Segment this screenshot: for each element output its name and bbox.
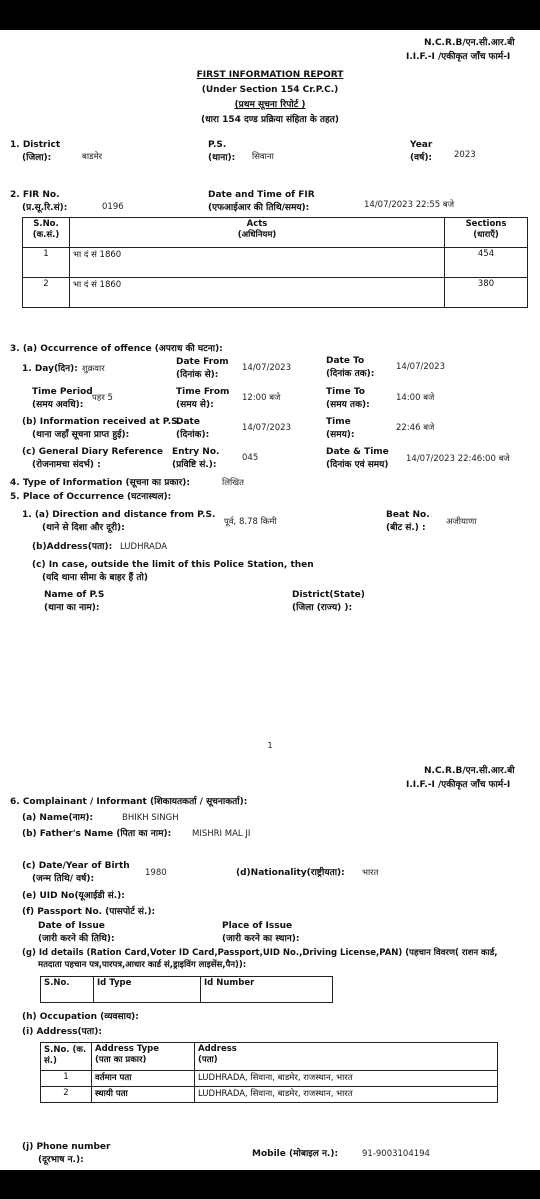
uid-label: (e) UID No(यूआईडी सं.):	[22, 891, 125, 901]
time-to-value: 14:00 बजे	[396, 393, 435, 403]
info-received-label: (b) Information received at P.S.	[22, 417, 182, 427]
gd-datetime-value: 14/07/2023 22:46:00 बजे	[406, 454, 510, 464]
date-to-label-hi: (दिनांक तक):	[326, 369, 375, 379]
acts-col-sno: S.No. (क.सं.)	[23, 218, 70, 248]
district-value: बाडमेर	[82, 152, 103, 162]
addr-cell-type: स्थायी पता	[92, 1087, 195, 1103]
occurrence-title: 3. (a) Occurrence of offence (अपराध की घटना):	[10, 344, 223, 354]
father-name-value: MISHRI MAL JI	[192, 829, 251, 839]
fir-page-2	[0, 760, 540, 1170]
info-type-label: 4. Type of Information (सूचना का प्रकार):	[10, 478, 191, 488]
report-title: FIRST INFORMATION REPORT	[196, 70, 344, 80]
addr-col-address: Address (पता)	[195, 1043, 498, 1071]
direction-label: 1. (a) Direction and distance from P.S.	[22, 510, 216, 520]
addr-cell-sno: 2	[41, 1087, 92, 1103]
info-time-value: 22:46 बजे	[396, 423, 435, 433]
place-address-label: (b)Address(पता):	[32, 542, 113, 552]
info-date-label: Date	[176, 417, 200, 427]
direction-value: पूर्व, 8.78 किमी	[224, 517, 277, 527]
table-row	[23, 278, 528, 308]
place-address-value: LUDHRADA	[120, 542, 168, 552]
addr-cell-address: LUDHRADA, सिवाना, बाडमेर, राजस्थान, भारत	[195, 1087, 498, 1103]
info-received-label-hi: (थाना जहाँ सूचना प्राप्त हुई):	[32, 430, 130, 440]
date-from-value: 14/07/2023	[242, 363, 291, 373]
acts-cell-act: भा दं सं 1860	[70, 278, 445, 308]
fir-no-value: 0196	[102, 202, 124, 212]
date-to-value: 14/07/2023	[396, 362, 445, 372]
address-table	[40, 1042, 498, 1103]
beat-value: अजीयाणा	[446, 517, 477, 527]
time-to-label-hi: (समय तक):	[326, 400, 370, 410]
ncrb-label: N.C.R.B/एन.सी.आर.बी	[424, 38, 515, 48]
district-label: 1. District	[10, 140, 61, 150]
day-value: शुक्रवार	[82, 364, 105, 374]
report-title-hi: (प्रथम सूचना रिपोर्ट )	[234, 100, 306, 110]
time-period-label: Time Period	[32, 387, 93, 397]
info-date-label-hi: (दिनांक):	[176, 430, 210, 440]
issue-place-label-hi: (जारी करने का स्थान):	[222, 934, 300, 944]
gd-label: (c) General Diary Reference	[22, 447, 163, 457]
addr-cell-address: LUDHRADA, सिवाना, बाडमेर, राजस्थान, भारत	[195, 1071, 498, 1087]
district-state-label: District(State)	[292, 590, 365, 600]
table-row	[41, 1087, 498, 1103]
acts-table	[22, 217, 528, 308]
gd-datetime-label: Date & Time	[326, 447, 389, 457]
year-label: Year	[410, 140, 433, 150]
issue-date-label: Date of Issue	[38, 921, 105, 931]
complainant-name-label: (a) Name(नाम):	[22, 813, 94, 823]
under-section: (Under Section 154 Cr.P.C.)	[201, 85, 339, 95]
passport-label: (f) Passport No. (पासपोर्ट सं.):	[22, 907, 156, 917]
table-row	[41, 1071, 498, 1087]
acts-cell-sno: 1	[23, 248, 70, 278]
id-col-sno: S.No.	[41, 977, 94, 1003]
complainant-title: 6. Complainant / Informant (शिकायतकर्ता / सूचनाकर्ता):	[10, 797, 248, 807]
iif-label: I.I.F.-I /एकीकृत जाँच फार्म-I	[406, 52, 511, 62]
year-value: 2023	[454, 150, 476, 160]
district-label-hi: (जिला):	[22, 153, 52, 163]
acts-cell-section: 454	[445, 248, 528, 278]
nationality-value: भारत	[362, 868, 379, 878]
father-name-label: (b) Father's Name (पिता का नाम):	[22, 829, 172, 839]
place-title: 5. Place of Occurrence (घटनास्थल):	[10, 492, 172, 502]
issue-date-label-hi: (जारी करने की तिथि):	[38, 934, 115, 944]
time-from-label-hi: (समय से):	[176, 400, 214, 410]
dob-label: (c) Date/Year of Birth	[22, 861, 130, 871]
district-state-label-hi: (जिला (राज्य) ):	[292, 603, 353, 613]
mobile-value: 91-9003104194	[362, 1149, 430, 1159]
issue-place-label: Place of Issue	[222, 921, 293, 931]
acts-col-sections: Sections (धाराएँ)	[445, 218, 528, 248]
beat-label-hi: (बीट सं.) :	[386, 523, 426, 533]
entry-no-label-hi: (प्रविष्टि सं.):	[172, 460, 217, 470]
ps-value: सिवाना	[252, 152, 274, 162]
occupation-label: (h) Occupation (व्यवसाय):	[22, 1012, 139, 1022]
addr-cell-type: वर्तमान पता	[92, 1071, 195, 1087]
direction-label-hi: (थाने से दिशा और दूरी):	[42, 523, 125, 533]
acts-col-acts: Acts (अधिनियम)	[70, 218, 445, 248]
dob-label-hi: (जन्म तिथि/ वर्ष):	[32, 874, 95, 884]
nationality-label: (d)Nationality(राष्ट्रीयता):	[236, 868, 345, 878]
fir-no-label-hi: (प्र.सू.रि.सं):	[22, 203, 68, 213]
info-time-label-hi: (समय):	[326, 430, 355, 440]
ps-label-hi: (थाना):	[208, 153, 236, 163]
addr-col-sno: S.No. (क. सं.)	[41, 1043, 92, 1071]
time-to-label: Time To	[326, 387, 365, 397]
fir-datetime-value: 14/07/2023 22:55 बजे	[364, 200, 455, 210]
address-label: (i) Address(पता):	[22, 1027, 102, 1037]
phone-label: (j) Phone number	[22, 1142, 111, 1152]
section-hi: (धारा 154 दण्ड प्रक्रिया संहिता के तहत)	[200, 115, 340, 125]
entry-no-label: Entry No.	[172, 447, 220, 457]
acts-cell-sno: 2	[23, 278, 70, 308]
fir-datetime-label-hi: (एफआईआर की तिथि/समय):	[208, 203, 310, 213]
year-label-hi: (वर्ष):	[410, 153, 433, 163]
date-from-label-hi: (दिनांक से):	[176, 370, 219, 380]
fir-no-label: 2. FIR No.	[10, 190, 60, 200]
page-number: 1	[267, 741, 273, 750]
id-col-type: Id Type	[94, 977, 201, 1003]
info-time-label: Time	[326, 417, 351, 427]
acts-cell-act: भा दं सं 1860	[70, 248, 445, 278]
mobile-label: Mobile (मोबाइल न.):	[252, 1149, 339, 1159]
time-period-value: पहर 5	[92, 393, 113, 403]
date-from-label: Date From	[176, 357, 229, 367]
ps-name-label-hi: (थाना का नाम):	[44, 603, 100, 613]
ps-name-label: Name of P.S	[44, 590, 105, 600]
ps-label: P.S.	[208, 140, 227, 150]
dob-value: 1980	[145, 868, 167, 878]
gd-datetime-label-hi: (दिनांक एवं समय)	[326, 460, 389, 470]
id-details-label: (g) Id details (Ration Card,Voter ID Card,Passport,UID No.,Driving License,PAN) (पहचान विवरण( राशन कार्ड,	[22, 948, 498, 958]
complainant-name-value: BHIKH SINGH	[122, 813, 179, 823]
info-type-value: लिखित	[222, 478, 244, 488]
addr-cell-sno: 1	[41, 1071, 92, 1087]
ncrb-label: N.C.R.B/एन.सी.आर.बी	[424, 766, 515, 776]
id-details-label-2: मतदाता पहचान पत्र,पारपत्र,आधार कार्ड सं,ड्राइविंग लाइसेंस,पैन)):	[38, 960, 247, 970]
acts-cell-section: 380	[445, 278, 528, 308]
entry-no-value: 045	[242, 453, 259, 463]
fir-datetime-label: Date and Time of FIR	[208, 190, 315, 200]
id-table	[40, 976, 333, 1003]
addr-col-type: Address Type (पता का प्रकार)	[92, 1043, 195, 1071]
time-from-value: 12:00 बजे	[242, 393, 281, 403]
outside-label: (c) In case, outside the limit of this Police Station, then	[32, 560, 314, 570]
fir-page-1	[0, 30, 540, 760]
date-to-label: Date To	[326, 356, 365, 366]
time-period-label-hi: (समय अवधि):	[32, 400, 84, 410]
gd-label-hi: (रोजनामचा संदर्भ) :	[32, 460, 101, 470]
beat-label: Beat No.	[386, 510, 430, 520]
day-label: 1. Day(दिन):	[22, 364, 78, 374]
table-row	[23, 248, 528, 278]
time-from-label: Time From	[176, 387, 230, 397]
id-col-number: Id Number	[201, 977, 333, 1003]
iif-label: I.I.F.-I /एकीकृत जाँच फार्म-I	[406, 780, 511, 790]
phone-label-hi: (दूरभाष न.):	[38, 1155, 84, 1165]
outside-label-hi: (यदि थाना सीमा के बाहर हैं तो)	[42, 573, 148, 583]
info-date-value: 14/07/2023	[242, 423, 291, 433]
